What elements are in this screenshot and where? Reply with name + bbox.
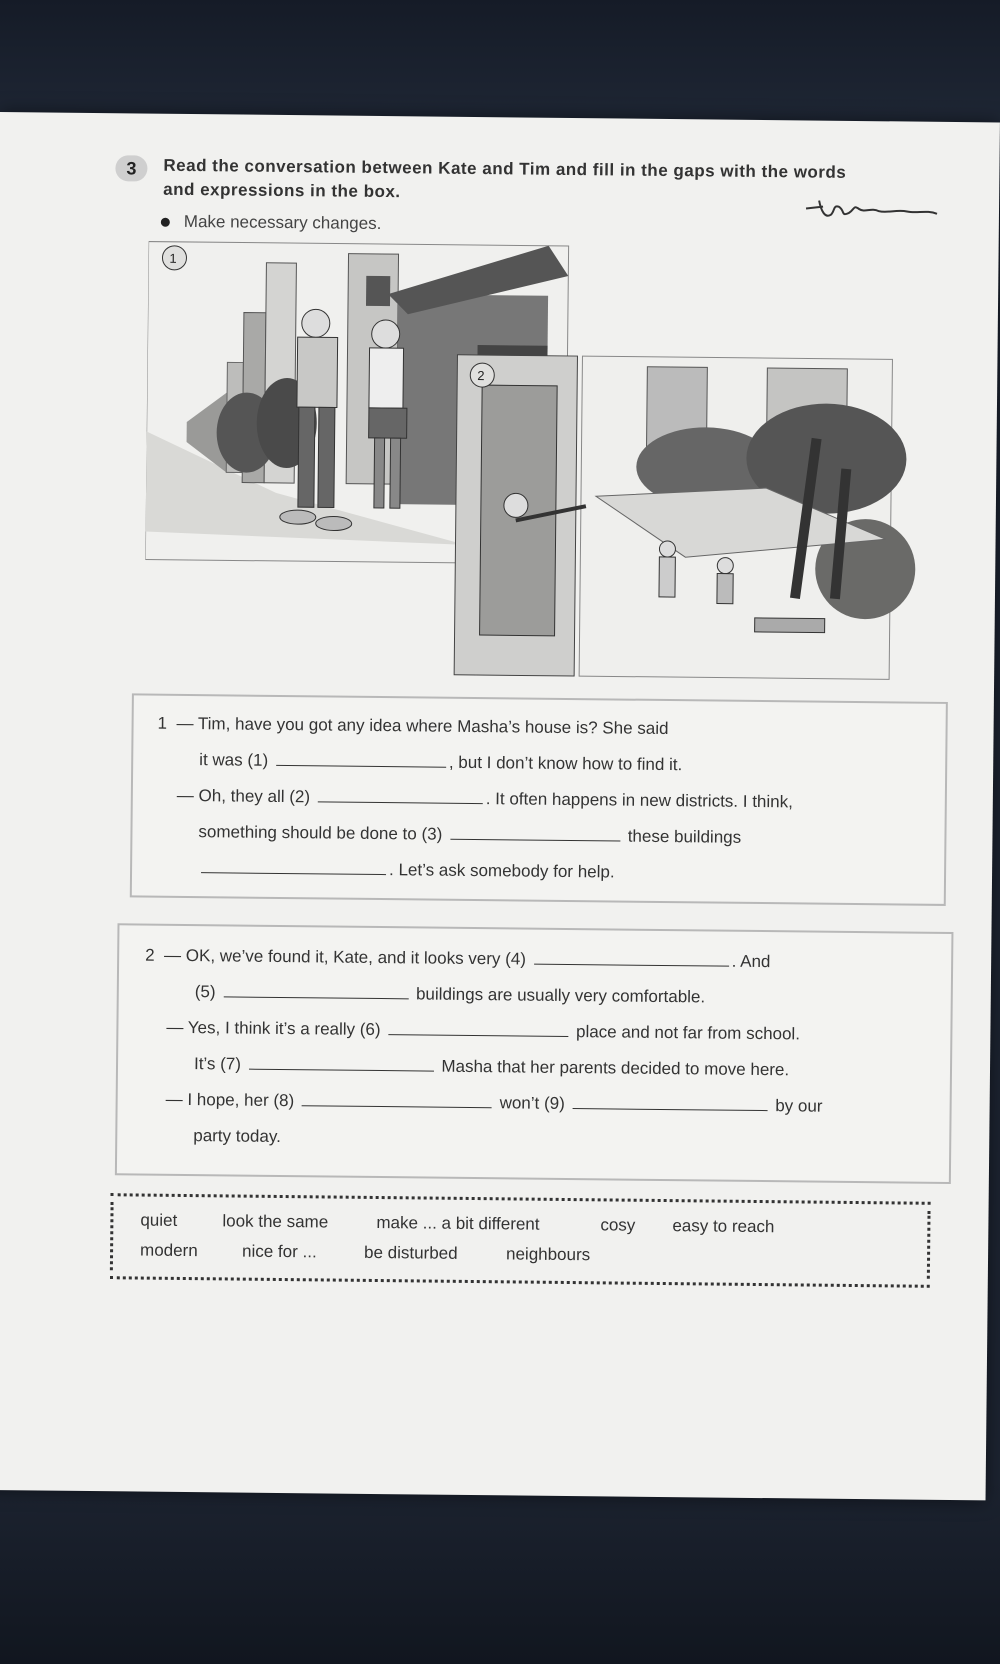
gap-6[interactable] <box>388 1033 568 1037</box>
dialogue-1-box <box>130 693 948 906</box>
dialogue-1-line-2 <box>199 750 682 775</box>
task-instruction <box>163 154 893 210</box>
dialogue-1-text-2b: , but I don’t know how to find it. <box>448 752 683 775</box>
task-number-badge: 3 <box>115 155 147 181</box>
dialogue-1-line-4 <box>198 822 741 848</box>
dialogue-2-line-6 <box>193 1126 281 1147</box>
dialogue-1-line-1 <box>157 714 668 739</box>
word-box-item: neighbours <box>505 1244 591 1265</box>
word-box-item: cosy <box>600 1215 636 1235</box>
word-box-item: look the same <box>222 1211 329 1232</box>
dialogue-2-text-4a: It’s (7) <box>193 1054 242 1074</box>
dialogue-2-text-1b: . And <box>731 951 771 972</box>
dialogue-1-text-3a: — Oh, they all (2) <box>176 785 311 807</box>
dialogue-2-number: 2 <box>145 945 155 965</box>
word-box <box>110 1193 931 1288</box>
handwritten-note <box>801 190 941 231</box>
word-box-item: modern <box>139 1240 198 1261</box>
dialogue-2-line-1 <box>145 946 770 973</box>
word-box-item: be disturbed <box>363 1242 458 1263</box>
gap-2[interactable] <box>318 800 483 804</box>
worksheet-page <box>0 112 1000 1500</box>
word-box-item: quiet <box>140 1210 178 1230</box>
dialogue-1-text-4a: something should be done to (3) <box>198 822 443 844</box>
dialogue-2-text-2a: (5) <box>194 982 216 1002</box>
dialogue-1-line-3 <box>177 786 793 812</box>
dialogue-2-text-3a: — Yes, I think it’s a really (6) <box>166 1017 381 1040</box>
dialogue-1-text-2a: it was (1) <box>199 750 269 770</box>
dialogue-1-text-3b: . It often happens in new districts. I think, <box>485 789 793 812</box>
dialogue-2-text-2b: buildings are usually very comfortable. <box>415 984 706 1007</box>
gap-1[interactable] <box>276 764 446 768</box>
dialogue-2-text-1a: — OK, we’ve found it, Kate, and it looks very (4) <box>164 945 527 969</box>
instruction-line-2: and expressions in the box. <box>163 179 401 202</box>
dialogue-1-text-4b: these buildings <box>627 826 742 847</box>
dialogue-2-text-5a: — I hope, her (8) <box>165 1089 295 1111</box>
word-box-item: make ... a bit different <box>376 1213 540 1234</box>
dialogue-2-box <box>115 923 954 1184</box>
dialogue-1-text-5b: . Let’s ask somebody for help. <box>388 860 615 882</box>
dialogue-2-text-5c: by our <box>775 1096 823 1116</box>
gap-4[interactable] <box>534 963 729 967</box>
word-box-item: easy to reach <box>672 1216 775 1237</box>
dialogue-2-text-4b: Masha that her parents decided to move here. <box>441 1056 790 1080</box>
dialogue-2-text-5b: won’t (9) <box>499 1093 565 1113</box>
gap-8[interactable] <box>302 1104 492 1108</box>
dialogue-2-line-2 <box>195 982 706 1007</box>
instruction-line-1: Read the conversation between Kate and Tim and fill in the gaps with the words <box>163 155 847 182</box>
gap-9[interactable] <box>572 1107 767 1111</box>
illustration <box>144 232 949 690</box>
gap-7[interactable] <box>249 1068 434 1072</box>
picture-2-label: 2 <box>477 368 485 384</box>
bullet-icon <box>161 218 170 227</box>
dialogue-1-text-1: — Tim, have you got any idea where Masha’s house is? She said <box>176 713 669 739</box>
dialogue-2-line-5 <box>166 1090 823 1117</box>
bullet-instruction <box>161 212 382 234</box>
dialogue-2-text-6: party today. <box>193 1126 281 1146</box>
dialogue-1-line-5 <box>198 858 615 882</box>
dialogue-2-line-3 <box>166 1018 800 1045</box>
picture-2-park-scene <box>454 355 917 680</box>
word-box-item: nice for ... <box>241 1241 317 1262</box>
background-fabric-bottom <box>0 1480 1000 1664</box>
dialogue-2-line-4 <box>194 1054 789 1080</box>
dialogue-2-text-3b: place and not far from school. <box>575 1022 801 1044</box>
gap-3-continued[interactable] <box>201 871 386 875</box>
dialogue-1-number: 1 <box>157 713 168 733</box>
gap-5[interactable] <box>223 995 408 999</box>
gap-3[interactable] <box>450 838 620 842</box>
bullet-text: Make necessary changes. <box>183 211 382 233</box>
picture-1-label: 1 <box>169 250 177 266</box>
background-fabric-top <box>0 0 1000 130</box>
